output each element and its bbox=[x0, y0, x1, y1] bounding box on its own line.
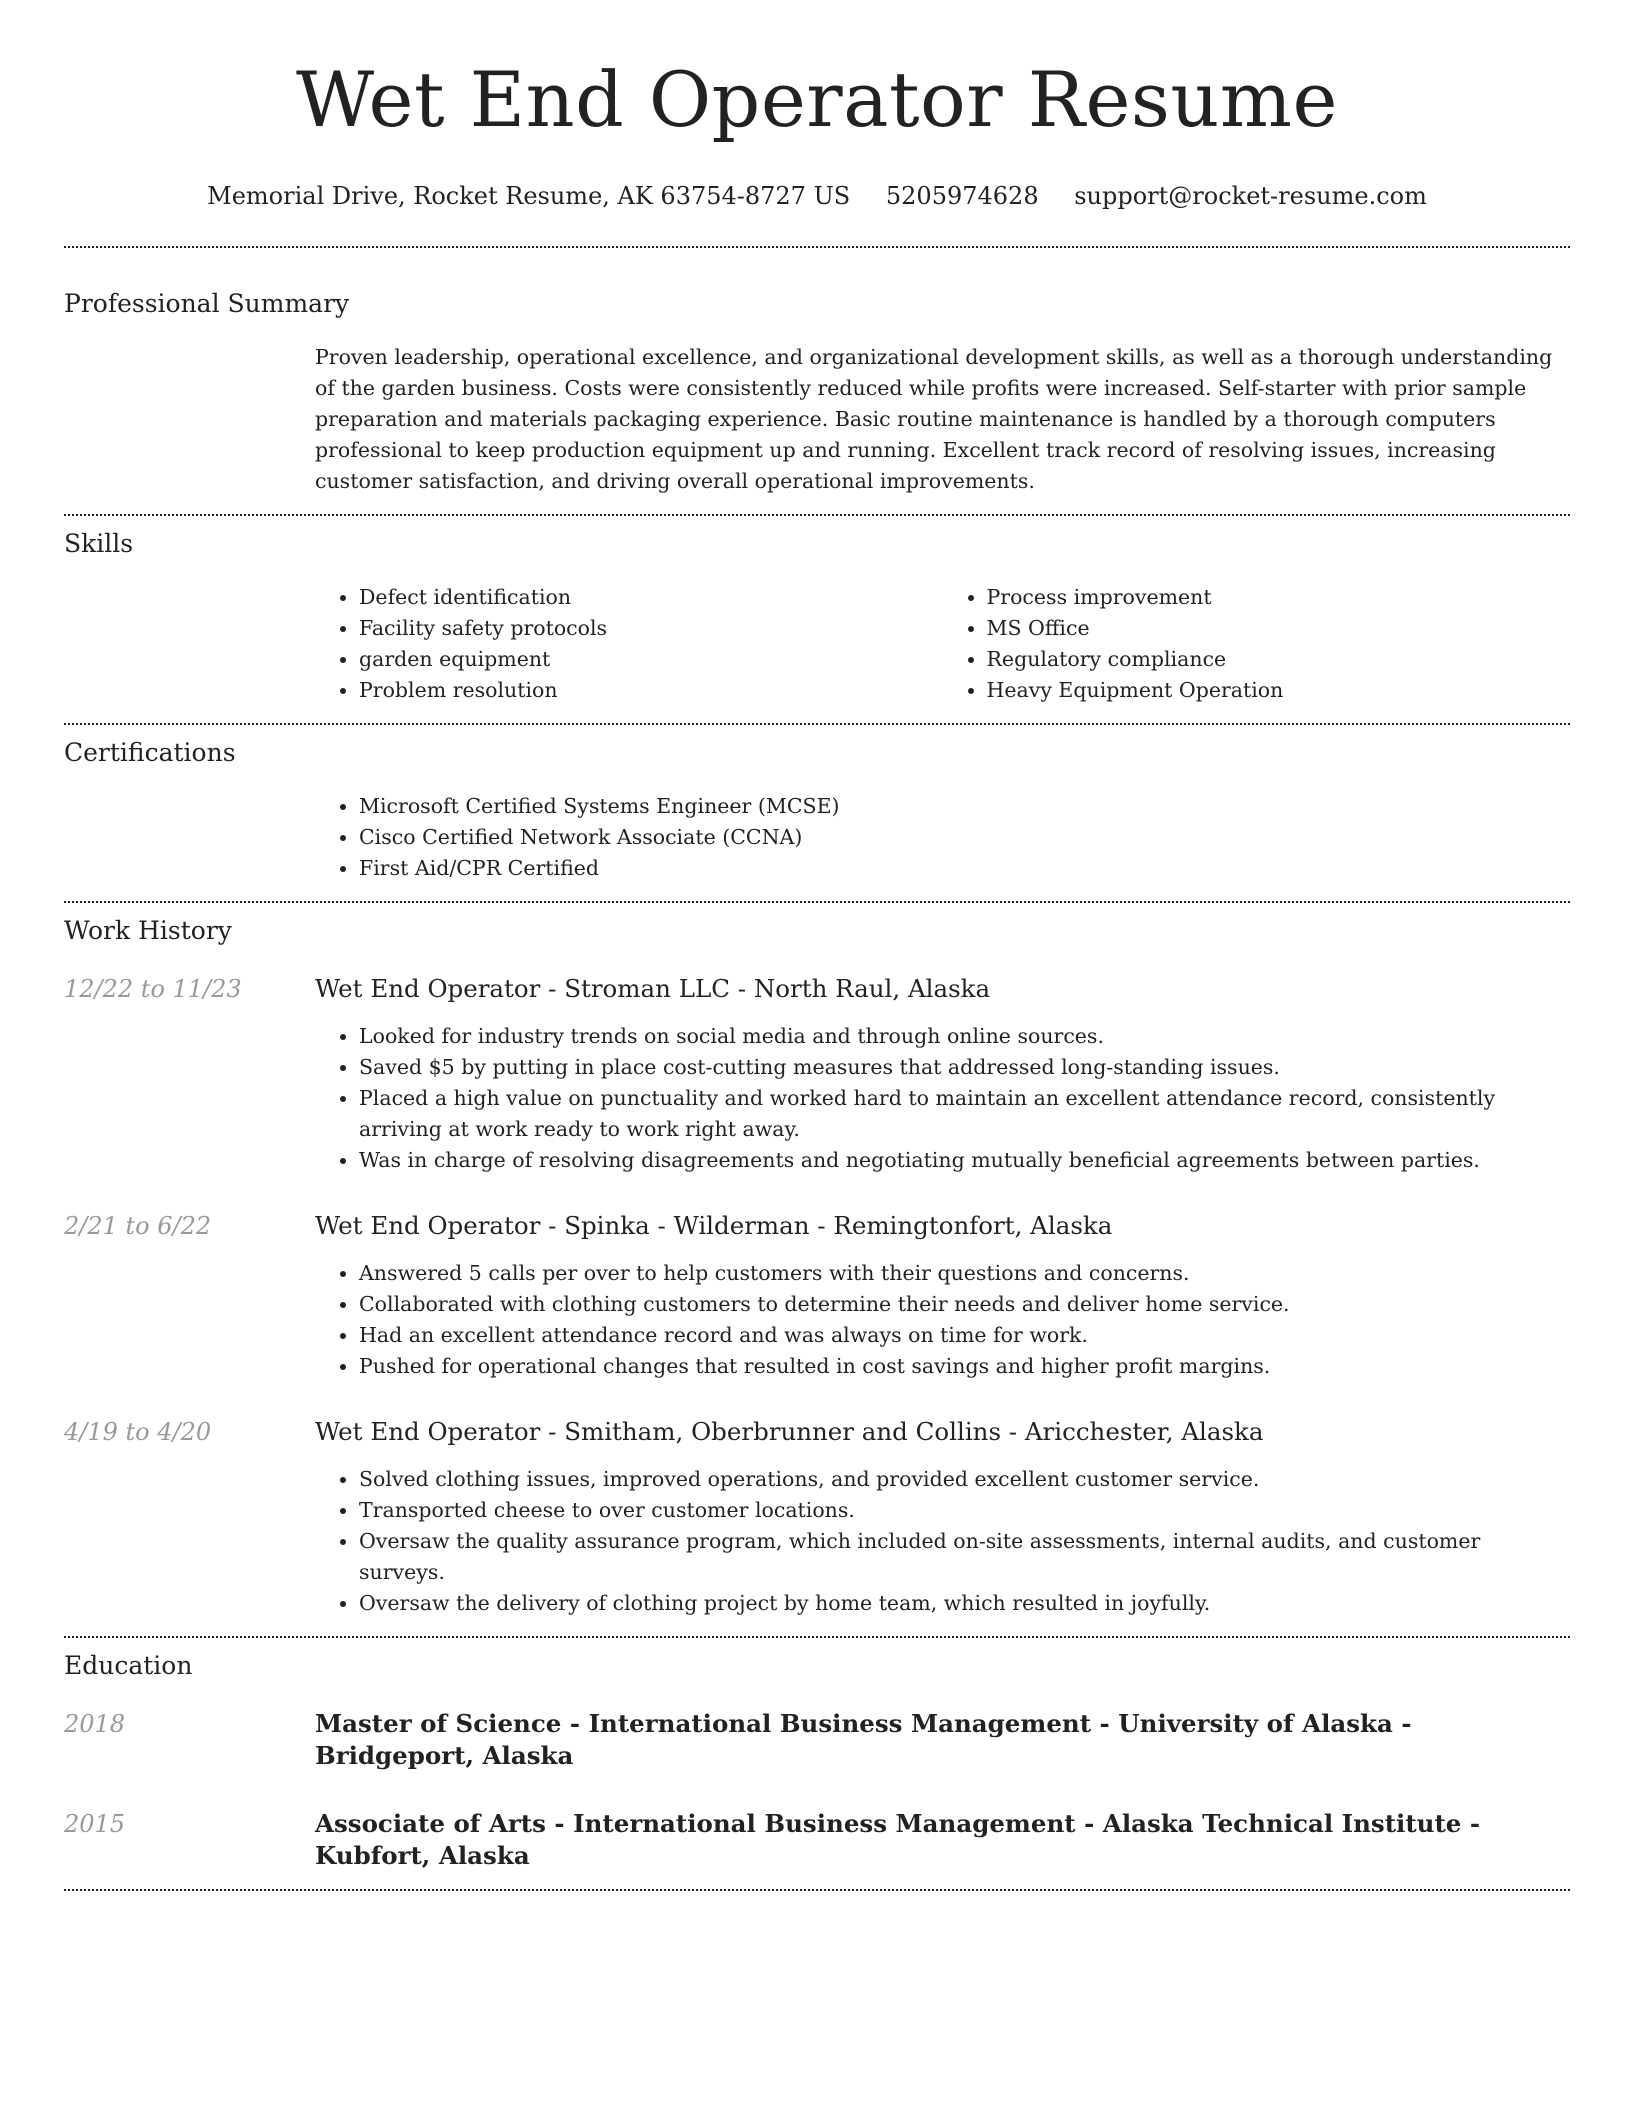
contact-phone: 5205974628 bbox=[885, 182, 1039, 210]
certification-item: • Cisco Certified Network Associate (CCNA) bbox=[359, 822, 1570, 853]
skills-list-left bbox=[315, 582, 943, 706]
job-header bbox=[64, 1416, 1570, 1448]
education-section bbox=[64, 1650, 1570, 1872]
summary-text: Proven leadership, operational excellence, and organizational development skills, as well as a thorough understanding of the garden business. Costs were consistently reduced while profits were increased. Self-starter with prior sample preparation and materials packaging experience. Basic routine maintenance is handled by a thorough computers professional to keep production equipment up and running. Excellent track record of resolving issues, increasing customer satisfaction, and driving overall operational improvements. bbox=[315, 345, 1553, 493]
education-heading: Associate of Arts - International Business Management - Alaska Technical Institute - Kubfort, Alaska bbox=[315, 1809, 1481, 1870]
education-title: Education bbox=[64, 1651, 193, 1680]
divider bbox=[64, 723, 1570, 725]
certification-item: • First Aid/CPR Certified bbox=[359, 853, 1570, 884]
job-bullet: • Saved $5 by putting in place cost-cutting measures that addressed long-standing issues. bbox=[359, 1052, 1570, 1083]
work-history-title: Work History bbox=[64, 916, 232, 945]
job-bullet: • Oversaw the quality assurance program, which included on-site assessments, internal audits, and customer surveys. bbox=[359, 1526, 1570, 1588]
contact-email: support@rocket-resume.com bbox=[1074, 182, 1427, 210]
job-heading: Wet End Operator - Spinka - Wilderman - Remingtonfort, Alaska bbox=[315, 1211, 1113, 1240]
skill-item: • Facility safety protocols bbox=[359, 613, 943, 644]
job-entry bbox=[64, 1416, 1570, 1619]
job-bullet: • Answered 5 calls per over to help customers with their questions and concerns. bbox=[359, 1258, 1570, 1289]
job-bullet: • Transported cheese to over customer locations. bbox=[359, 1495, 1570, 1526]
job-header bbox=[64, 973, 1570, 1005]
job-entry bbox=[64, 1210, 1570, 1382]
job-dates: 4/19 to 4/20 bbox=[64, 1418, 212, 1446]
skills-title: Skills bbox=[64, 529, 134, 558]
skill-item: • Process improvement bbox=[987, 582, 1571, 613]
skills-grid bbox=[315, 582, 1570, 706]
job-heading: Wet End Operator - Stroman LLC - North Raul, Alaska bbox=[315, 974, 991, 1003]
divider bbox=[64, 1889, 1570, 1891]
job-bullet-list bbox=[315, 1021, 1570, 1176]
work-history-section bbox=[64, 915, 1570, 1619]
certification-item: • Microsoft Certified Systems Engineer (MCSE) bbox=[359, 791, 1570, 822]
job-bullet: • Oversaw the delivery of clothing project by home team, which resulted in joyfully. bbox=[359, 1588, 1570, 1619]
job-bullet: • Placed a high value on punctuality and worked hard to maintain an excellent attendance record, consistently arriving at work ready to work right away. bbox=[359, 1083, 1570, 1145]
skill-item: • Regulatory compliance bbox=[987, 644, 1571, 675]
job-header bbox=[64, 1210, 1570, 1242]
education-entry bbox=[64, 1708, 1570, 1772]
summary-section bbox=[64, 288, 1570, 497]
summary-title: Professional Summary bbox=[64, 289, 350, 318]
job-bullet-list bbox=[315, 1258, 1570, 1382]
education-entry bbox=[64, 1808, 1570, 1872]
resume-title: Wet End Operator Resume bbox=[296, 55, 1338, 144]
education-list bbox=[64, 1708, 1570, 1872]
job-bullet: • Pushed for operational changes that resulted in cost savings and higher profit margins. bbox=[359, 1351, 1570, 1382]
resume-page bbox=[64, 0, 1570, 1891]
skills-section bbox=[64, 528, 1570, 706]
job-dates: 2/21 to 6/22 bbox=[64, 1212, 212, 1240]
job-bullet-list bbox=[315, 1464, 1570, 1619]
divider bbox=[64, 246, 1570, 248]
skill-item: • Heavy Equipment Operation bbox=[987, 675, 1571, 706]
job-bullet: • Collaborated with clothing customers to determine their needs and deliver home service. bbox=[359, 1289, 1570, 1320]
education-year: 2018 bbox=[64, 1710, 126, 1738]
job-bullets bbox=[315, 1021, 1570, 1176]
certifications-content bbox=[315, 791, 1570, 884]
certifications-title: Certifications bbox=[64, 738, 236, 767]
job-heading: Wet End Operator - Smitham, Oberbrunner and Collins - Aricchester, Alaska bbox=[315, 1417, 1264, 1446]
skill-item: • garden equipment bbox=[359, 644, 943, 675]
work-history-list bbox=[64, 973, 1570, 1619]
skill-item: • MS Office bbox=[987, 613, 1571, 644]
contact-line bbox=[64, 180, 1570, 212]
job-bullets bbox=[315, 1464, 1570, 1619]
certifications-list bbox=[315, 791, 1570, 884]
job-dates: 12/22 to 11/23 bbox=[64, 975, 242, 1003]
divider bbox=[64, 514, 1570, 516]
job-bullet: • Had an excellent attendance record and was always on time for work. bbox=[359, 1320, 1570, 1351]
skills-list-right bbox=[943, 582, 1571, 706]
job-bullet: • Solved clothing issues, improved operations, and provided excellent customer service. bbox=[359, 1464, 1570, 1495]
job-bullet: • Was in charge of resolving disagreements and negotiating mutually beneficial agreements between parties. bbox=[359, 1145, 1570, 1176]
contact-address: Memorial Drive, Rocket Resume, AK 63754-8727 US bbox=[207, 182, 851, 210]
divider bbox=[64, 901, 1570, 903]
education-heading: Master of Science - International Business Management - University of Alaska - Bridgeport, Alaska bbox=[315, 1709, 1412, 1770]
job-bullet: • Looked for industry trends on social media and through online sources. bbox=[359, 1021, 1570, 1052]
education-year: 2015 bbox=[64, 1810, 126, 1838]
skill-item: • Problem resolution bbox=[359, 675, 943, 706]
skill-item: • Defect identification bbox=[359, 582, 943, 613]
divider bbox=[64, 1636, 1570, 1638]
job-entry bbox=[64, 973, 1570, 1176]
certifications-section bbox=[64, 737, 1570, 884]
job-bullets bbox=[315, 1258, 1570, 1382]
